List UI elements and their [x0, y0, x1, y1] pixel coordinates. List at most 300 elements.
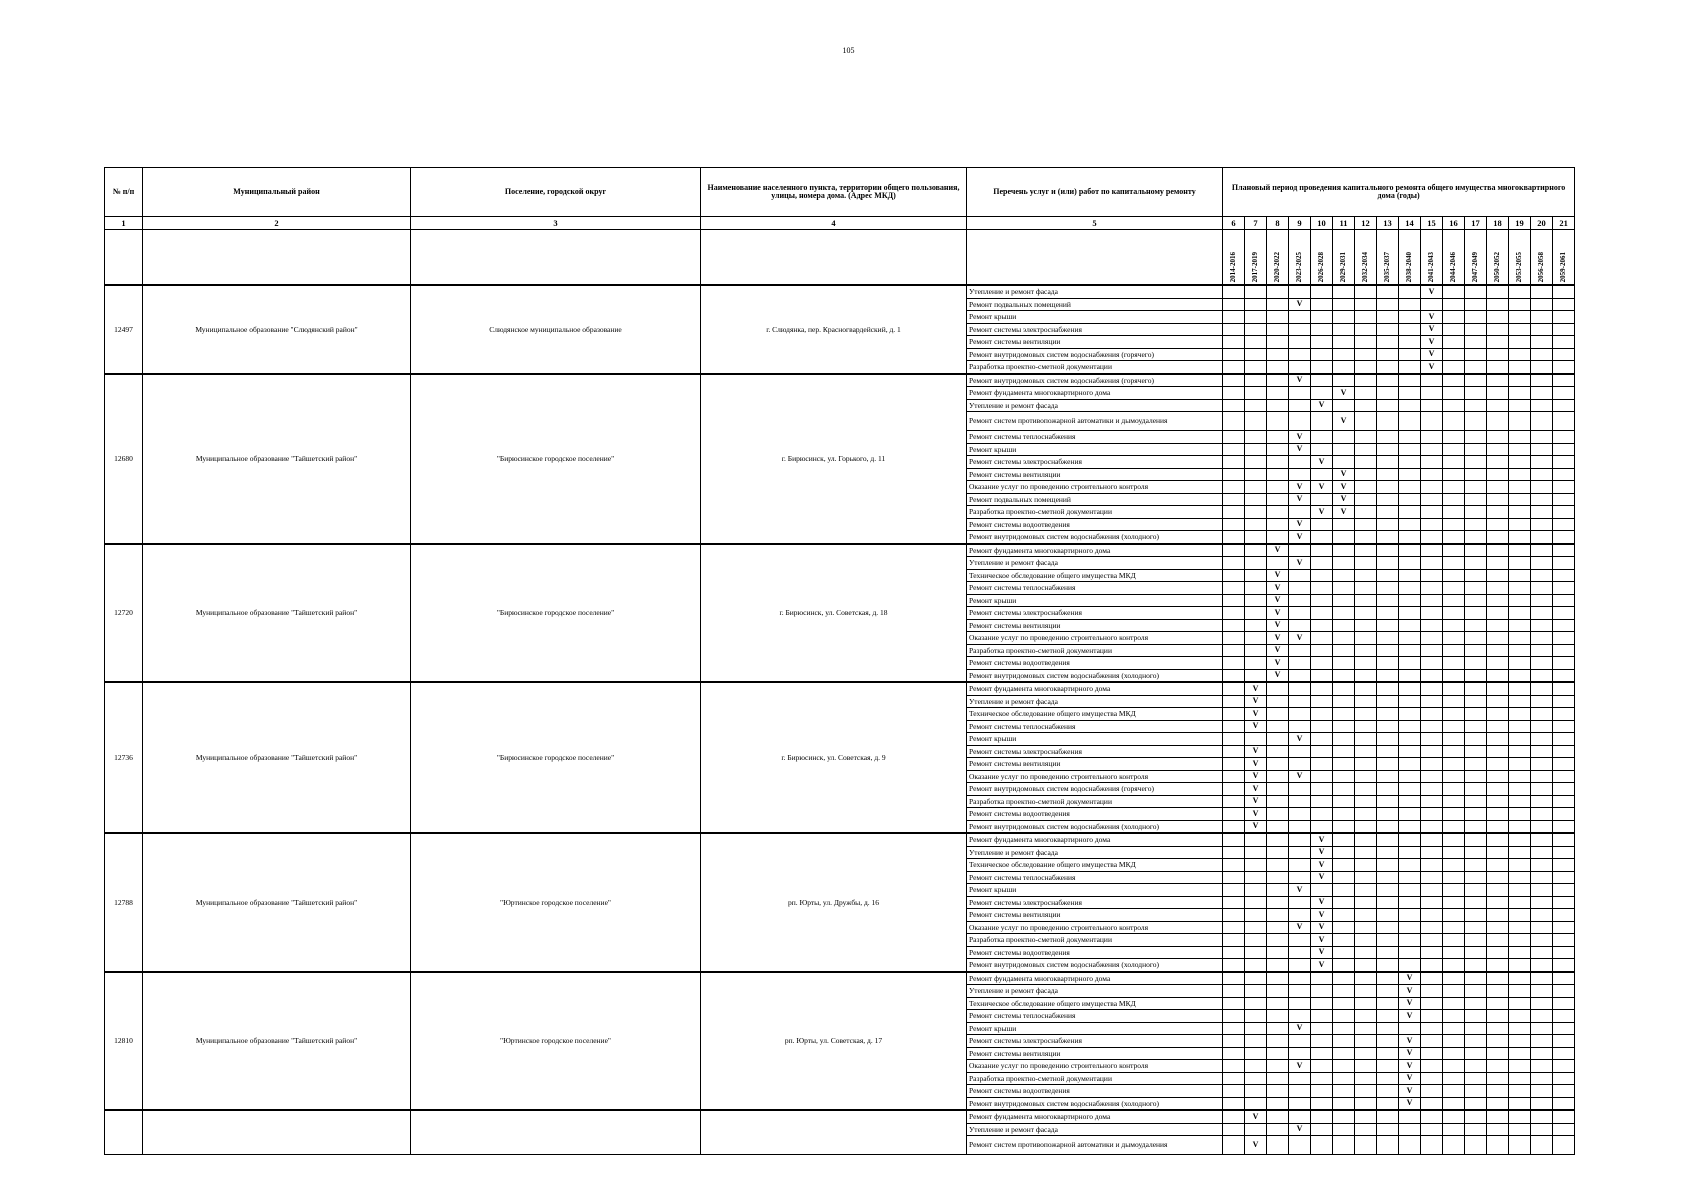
period-cell — [1333, 336, 1355, 349]
period-cell — [1509, 557, 1531, 570]
period-cell — [1487, 1010, 1509, 1023]
period-cell — [1245, 348, 1267, 361]
period-cell — [1465, 708, 1487, 721]
period-cell — [1377, 1010, 1399, 1023]
period-mark: V — [1333, 387, 1355, 400]
period-cell — [1245, 1060, 1267, 1073]
period-cell — [1531, 619, 1553, 632]
period-cell — [1289, 758, 1311, 771]
period-cell — [1487, 1123, 1509, 1136]
period-cell — [1443, 412, 1465, 431]
period-cell — [1553, 348, 1575, 361]
period-cell — [1509, 682, 1531, 695]
period-cell — [1553, 985, 1575, 998]
period-cell — [1223, 493, 1245, 506]
period-cell — [1333, 896, 1355, 909]
period-cell — [1289, 506, 1311, 519]
period-cell — [1531, 336, 1553, 349]
period-cell — [1377, 443, 1399, 456]
period-cell — [1377, 493, 1399, 506]
period-cell — [1399, 412, 1421, 431]
period-cell — [1289, 456, 1311, 469]
period-cell — [1245, 387, 1267, 400]
period-cell — [1289, 1010, 1311, 1023]
period-cell — [1509, 374, 1531, 387]
period-cell — [1465, 1136, 1487, 1155]
period-cell — [1553, 1060, 1575, 1073]
period-cell — [1223, 669, 1245, 682]
period-cell — [1289, 311, 1311, 324]
period-cell — [1465, 884, 1487, 897]
period-cell — [1443, 669, 1465, 682]
period-mark: V — [1311, 934, 1333, 947]
period-cell — [1223, 682, 1245, 695]
period-cell — [1311, 468, 1333, 481]
period-cell — [1355, 783, 1377, 796]
period-cell — [1399, 695, 1421, 708]
period-mark: V — [1289, 884, 1311, 897]
period-mark: V — [1421, 323, 1443, 336]
period-cell — [1311, 607, 1333, 620]
period-cell — [1377, 820, 1399, 833]
period-cell — [1443, 985, 1465, 998]
settlement: "Юртинское городское поселение" — [411, 972, 701, 1111]
period-cell — [1553, 733, 1575, 746]
period-cell — [1311, 745, 1333, 758]
period-cell — [1267, 859, 1289, 872]
period-cell — [1311, 361, 1333, 374]
period-cell — [1311, 431, 1333, 444]
period-cell — [1223, 921, 1245, 934]
work-item: Утепление и ремонт фасада — [967, 985, 1223, 998]
period-cell — [1399, 720, 1421, 733]
period-cell — [1509, 1060, 1531, 1073]
period-cell — [1487, 311, 1509, 324]
period-cell — [1267, 493, 1289, 506]
period-mark: V — [1267, 632, 1289, 645]
period-cell — [1421, 1010, 1443, 1023]
period-cell — [1311, 770, 1333, 783]
period-cell — [1509, 884, 1531, 897]
period-cell — [1553, 758, 1575, 771]
period-cell — [1355, 619, 1377, 632]
period-cell — [1333, 1060, 1355, 1073]
period-cell — [1245, 531, 1267, 544]
period-cell — [1355, 493, 1377, 506]
period-cell — [1223, 1047, 1245, 1060]
period-cell — [1399, 770, 1421, 783]
period-cell — [1487, 374, 1509, 387]
period-cell — [1333, 795, 1355, 808]
period-cell — [1333, 531, 1355, 544]
period-cell — [1509, 720, 1531, 733]
period-cell — [1223, 808, 1245, 821]
period-cell — [1377, 985, 1399, 998]
period-cell — [1443, 1035, 1465, 1048]
period-cell — [1443, 431, 1465, 444]
period-cell — [1333, 1022, 1355, 1035]
period-cell — [1333, 871, 1355, 884]
period-cell — [1267, 733, 1289, 746]
period-cell — [1487, 708, 1509, 721]
period-cell — [1465, 921, 1487, 934]
period-cell — [1289, 871, 1311, 884]
period-cell — [1509, 770, 1531, 783]
period-cell — [1487, 946, 1509, 959]
period-cell — [1223, 1060, 1245, 1073]
column-number: 18 — [1487, 217, 1509, 230]
period-cell — [1223, 758, 1245, 771]
period-cell — [1399, 298, 1421, 311]
column-number: 14 — [1399, 217, 1421, 230]
period-cell — [1355, 921, 1377, 934]
period-cell — [1553, 431, 1575, 444]
period-cell — [1267, 959, 1289, 972]
period-cell — [1443, 285, 1465, 298]
record-number: 12788 — [105, 833, 143, 972]
period-cell — [1487, 644, 1509, 657]
period-cell — [1245, 569, 1267, 582]
period-cell — [1465, 1010, 1487, 1023]
period-cell — [1487, 972, 1509, 985]
period-cell — [1509, 657, 1531, 670]
period-cell — [1509, 607, 1531, 620]
period-cell — [1531, 481, 1553, 494]
period-cell — [1465, 720, 1487, 733]
period-cell — [1465, 506, 1487, 519]
period-cell — [1487, 336, 1509, 349]
period-cell — [1223, 531, 1245, 544]
year-header — [1399, 230, 1421, 286]
period-cell — [1223, 285, 1245, 298]
period-cell — [1443, 468, 1465, 481]
period-cell — [1333, 733, 1355, 746]
period-cell — [1355, 336, 1377, 349]
period-cell — [1399, 921, 1421, 934]
period-cell — [1465, 846, 1487, 859]
period-cell — [1289, 682, 1311, 695]
work-item: Ремонт крыши — [967, 443, 1223, 456]
period-mark: V — [1267, 544, 1289, 557]
period-cell — [1509, 859, 1531, 872]
period-cell — [1509, 443, 1531, 456]
period-cell — [1421, 544, 1443, 557]
period-cell — [1531, 871, 1553, 884]
period-cell — [1333, 569, 1355, 582]
period-cell — [1509, 1097, 1531, 1110]
period-cell — [1465, 594, 1487, 607]
period-cell — [1531, 846, 1553, 859]
period-cell — [1311, 594, 1333, 607]
period-cell — [1245, 619, 1267, 632]
period-cell — [1223, 431, 1245, 444]
period-cell — [1333, 644, 1355, 657]
period-cell — [1421, 374, 1443, 387]
period-cell — [1443, 1022, 1465, 1035]
period-cell — [1355, 833, 1377, 846]
period-cell — [1487, 557, 1509, 570]
year-header — [1333, 230, 1355, 286]
period-cell — [1399, 783, 1421, 796]
period-cell — [1223, 745, 1245, 758]
period-cell — [1355, 1085, 1377, 1098]
period-cell — [1267, 1085, 1289, 1098]
period-cell — [1289, 1035, 1311, 1048]
period-cell — [1311, 997, 1333, 1010]
period-cell — [1355, 443, 1377, 456]
period-cell — [1443, 896, 1465, 909]
period-cell — [1487, 733, 1509, 746]
period-mark: V — [1311, 896, 1333, 909]
period-mark: V — [1289, 531, 1311, 544]
period-mark: V — [1289, 770, 1311, 783]
period-cell — [1355, 695, 1377, 708]
period-cell — [1443, 1110, 1465, 1123]
period-cell — [1399, 481, 1421, 494]
period-cell — [1509, 348, 1531, 361]
period-cell — [1531, 569, 1553, 582]
period-cell — [1223, 632, 1245, 645]
period-cell — [1377, 1072, 1399, 1085]
period-cell — [1509, 833, 1531, 846]
period-cell — [1223, 695, 1245, 708]
period-cell — [1531, 632, 1553, 645]
period-cell — [1487, 361, 1509, 374]
period-cell — [1223, 846, 1245, 859]
work-item: Оказание услуг по проведению строительного контроля — [967, 1060, 1223, 1073]
period-cell — [1355, 518, 1377, 531]
period-cell — [1333, 972, 1355, 985]
work-item: Ремонт систем противопожарной автоматики и дымоудаления — [967, 412, 1223, 431]
period-cell — [1443, 871, 1465, 884]
period-cell — [1443, 758, 1465, 771]
period-cell — [1531, 582, 1553, 595]
period-mark: V — [1421, 348, 1443, 361]
record-number: 12497 — [105, 285, 143, 374]
period-cell — [1311, 884, 1333, 897]
period-cell — [1509, 481, 1531, 494]
period-cell — [1355, 632, 1377, 645]
period-cell — [1399, 1022, 1421, 1035]
period-cell — [1553, 833, 1575, 846]
period-cell — [1509, 1022, 1531, 1035]
period-cell — [1267, 1110, 1289, 1123]
period-mark: V — [1245, 1110, 1267, 1123]
period-cell — [1465, 745, 1487, 758]
period-cell — [1531, 594, 1553, 607]
period-cell — [1487, 720, 1509, 733]
period-cell — [1421, 569, 1443, 582]
period-cell — [1311, 783, 1333, 796]
period-cell — [1311, 1035, 1333, 1048]
period-cell — [1267, 985, 1289, 998]
period-cell — [1531, 1060, 1553, 1073]
period-mark: V — [1245, 795, 1267, 808]
work-item: Ремонт фундамента многоквартирного дома — [967, 833, 1223, 846]
record-number — [105, 1110, 143, 1155]
period-cell — [1333, 720, 1355, 733]
period-cell — [1487, 1085, 1509, 1098]
period-cell — [1509, 795, 1531, 808]
work-item: Ремонт системы водоотведения — [967, 1085, 1223, 1098]
work-item: Ремонт крыши — [967, 733, 1223, 746]
period-cell — [1377, 531, 1399, 544]
period-cell — [1267, 997, 1289, 1010]
period-cell — [1289, 1085, 1311, 1098]
period-cell — [1553, 859, 1575, 872]
period-cell — [1377, 884, 1399, 897]
period-cell — [1333, 348, 1355, 361]
period-cell — [1443, 557, 1465, 570]
period-cell — [1509, 456, 1531, 469]
period-cell — [1531, 833, 1553, 846]
period-cell — [1465, 758, 1487, 771]
period-cell — [1553, 682, 1575, 695]
period-cell — [1399, 468, 1421, 481]
period-cell — [1377, 399, 1399, 412]
period-cell — [1553, 820, 1575, 833]
period-cell — [1267, 557, 1289, 570]
period-cell — [1245, 298, 1267, 311]
record-number: 12810 — [105, 972, 143, 1111]
period-mark: V — [1399, 1060, 1421, 1073]
period-cell — [1311, 985, 1333, 998]
work-item: Ремонт системы электроснабжения — [967, 1035, 1223, 1048]
period-cell — [1223, 387, 1245, 400]
municipal-district: Муниципальное образование "Слюдянский район" — [143, 285, 411, 374]
period-cell — [1509, 695, 1531, 708]
period-cell — [1355, 1110, 1377, 1123]
period-cell — [1245, 985, 1267, 998]
period-cell — [1355, 323, 1377, 336]
period-cell — [1223, 311, 1245, 324]
period-mark: V — [1289, 1060, 1311, 1073]
period-cell — [1311, 1085, 1333, 1098]
period-cell — [1399, 632, 1421, 645]
period-cell — [1487, 1072, 1509, 1085]
period-cell — [1333, 361, 1355, 374]
period-cell — [1289, 468, 1311, 481]
period-cell — [1487, 1060, 1509, 1073]
period-cell — [1311, 518, 1333, 531]
period-cell — [1311, 544, 1333, 557]
period-cell — [1399, 285, 1421, 298]
period-mark: V — [1399, 972, 1421, 985]
period-cell — [1355, 733, 1377, 746]
period-cell — [1355, 669, 1377, 682]
period-cell — [1267, 909, 1289, 922]
period-cell — [1443, 619, 1465, 632]
period-cell — [1245, 456, 1267, 469]
year-label: 2029-2031 — [1339, 251, 1347, 282]
period-cell — [1311, 443, 1333, 456]
period-cell — [1377, 456, 1399, 469]
period-cell — [1509, 846, 1531, 859]
period-cell — [1509, 399, 1531, 412]
work-item: Оказание услуг по проведению строительного контроля — [967, 632, 1223, 645]
period-cell — [1377, 997, 1399, 1010]
period-cell — [1333, 1110, 1355, 1123]
period-cell — [1223, 959, 1245, 972]
period-cell — [1377, 387, 1399, 400]
period-cell — [1509, 997, 1531, 1010]
period-mark: V — [1289, 443, 1311, 456]
period-cell — [1311, 758, 1333, 771]
period-mark: V — [1311, 506, 1333, 519]
house-address: г. Бирюсинск, ул. Советская, д. 18 — [701, 544, 967, 683]
period-cell — [1311, 1072, 1333, 1085]
period-cell — [1465, 285, 1487, 298]
period-cell — [1465, 569, 1487, 582]
period-cell — [1333, 632, 1355, 645]
period-cell — [1223, 348, 1245, 361]
period-cell — [1333, 298, 1355, 311]
period-cell — [1377, 374, 1399, 387]
work-item: Ремонт системы водоотведения — [967, 518, 1223, 531]
period-cell — [1399, 311, 1421, 324]
period-cell — [1267, 1010, 1289, 1023]
period-cell — [1509, 985, 1531, 998]
period-cell — [1399, 1110, 1421, 1123]
period-cell — [1399, 531, 1421, 544]
period-cell — [1465, 946, 1487, 959]
period-cell — [1223, 708, 1245, 721]
year-header — [1465, 230, 1487, 286]
period-cell — [1399, 808, 1421, 821]
period-cell — [1377, 795, 1399, 808]
period-cell — [1355, 1060, 1377, 1073]
period-cell — [1443, 456, 1465, 469]
period-mark: V — [1245, 695, 1267, 708]
period-cell — [1531, 323, 1553, 336]
period-cell — [1553, 311, 1575, 324]
period-cell — [1509, 582, 1531, 595]
period-cell — [1245, 896, 1267, 909]
work-item: Утепление и ремонт фасада — [967, 1123, 1223, 1136]
period-cell — [1289, 997, 1311, 1010]
period-cell — [1531, 896, 1553, 909]
period-cell — [1267, 783, 1289, 796]
period-cell — [1509, 896, 1531, 909]
period-cell — [1465, 336, 1487, 349]
period-cell — [1267, 695, 1289, 708]
period-cell — [1333, 859, 1355, 872]
period-cell — [1487, 456, 1509, 469]
period-cell — [1465, 531, 1487, 544]
period-cell — [1377, 544, 1399, 557]
column-number: 20 — [1531, 217, 1553, 230]
period-cell — [1509, 1110, 1531, 1123]
work-item: Ремонт системы электроснабжения — [967, 607, 1223, 620]
period-cell — [1399, 733, 1421, 746]
work-item: Утепление и ремонт фасада — [967, 399, 1223, 412]
period-cell — [1267, 506, 1289, 519]
period-cell — [1421, 820, 1443, 833]
period-cell — [1553, 481, 1575, 494]
period-cell — [1553, 1085, 1575, 1098]
period-cell — [1421, 808, 1443, 821]
period-cell — [1289, 708, 1311, 721]
period-cell — [1421, 783, 1443, 796]
period-cell — [1421, 1085, 1443, 1098]
period-cell — [1267, 443, 1289, 456]
work-item: Разработка проектно-сметной документации — [967, 1072, 1223, 1085]
period-cell — [1487, 682, 1509, 695]
period-cell — [1487, 387, 1509, 400]
period-cell — [1531, 1022, 1553, 1035]
period-cell — [1465, 481, 1487, 494]
period-cell — [1465, 644, 1487, 657]
